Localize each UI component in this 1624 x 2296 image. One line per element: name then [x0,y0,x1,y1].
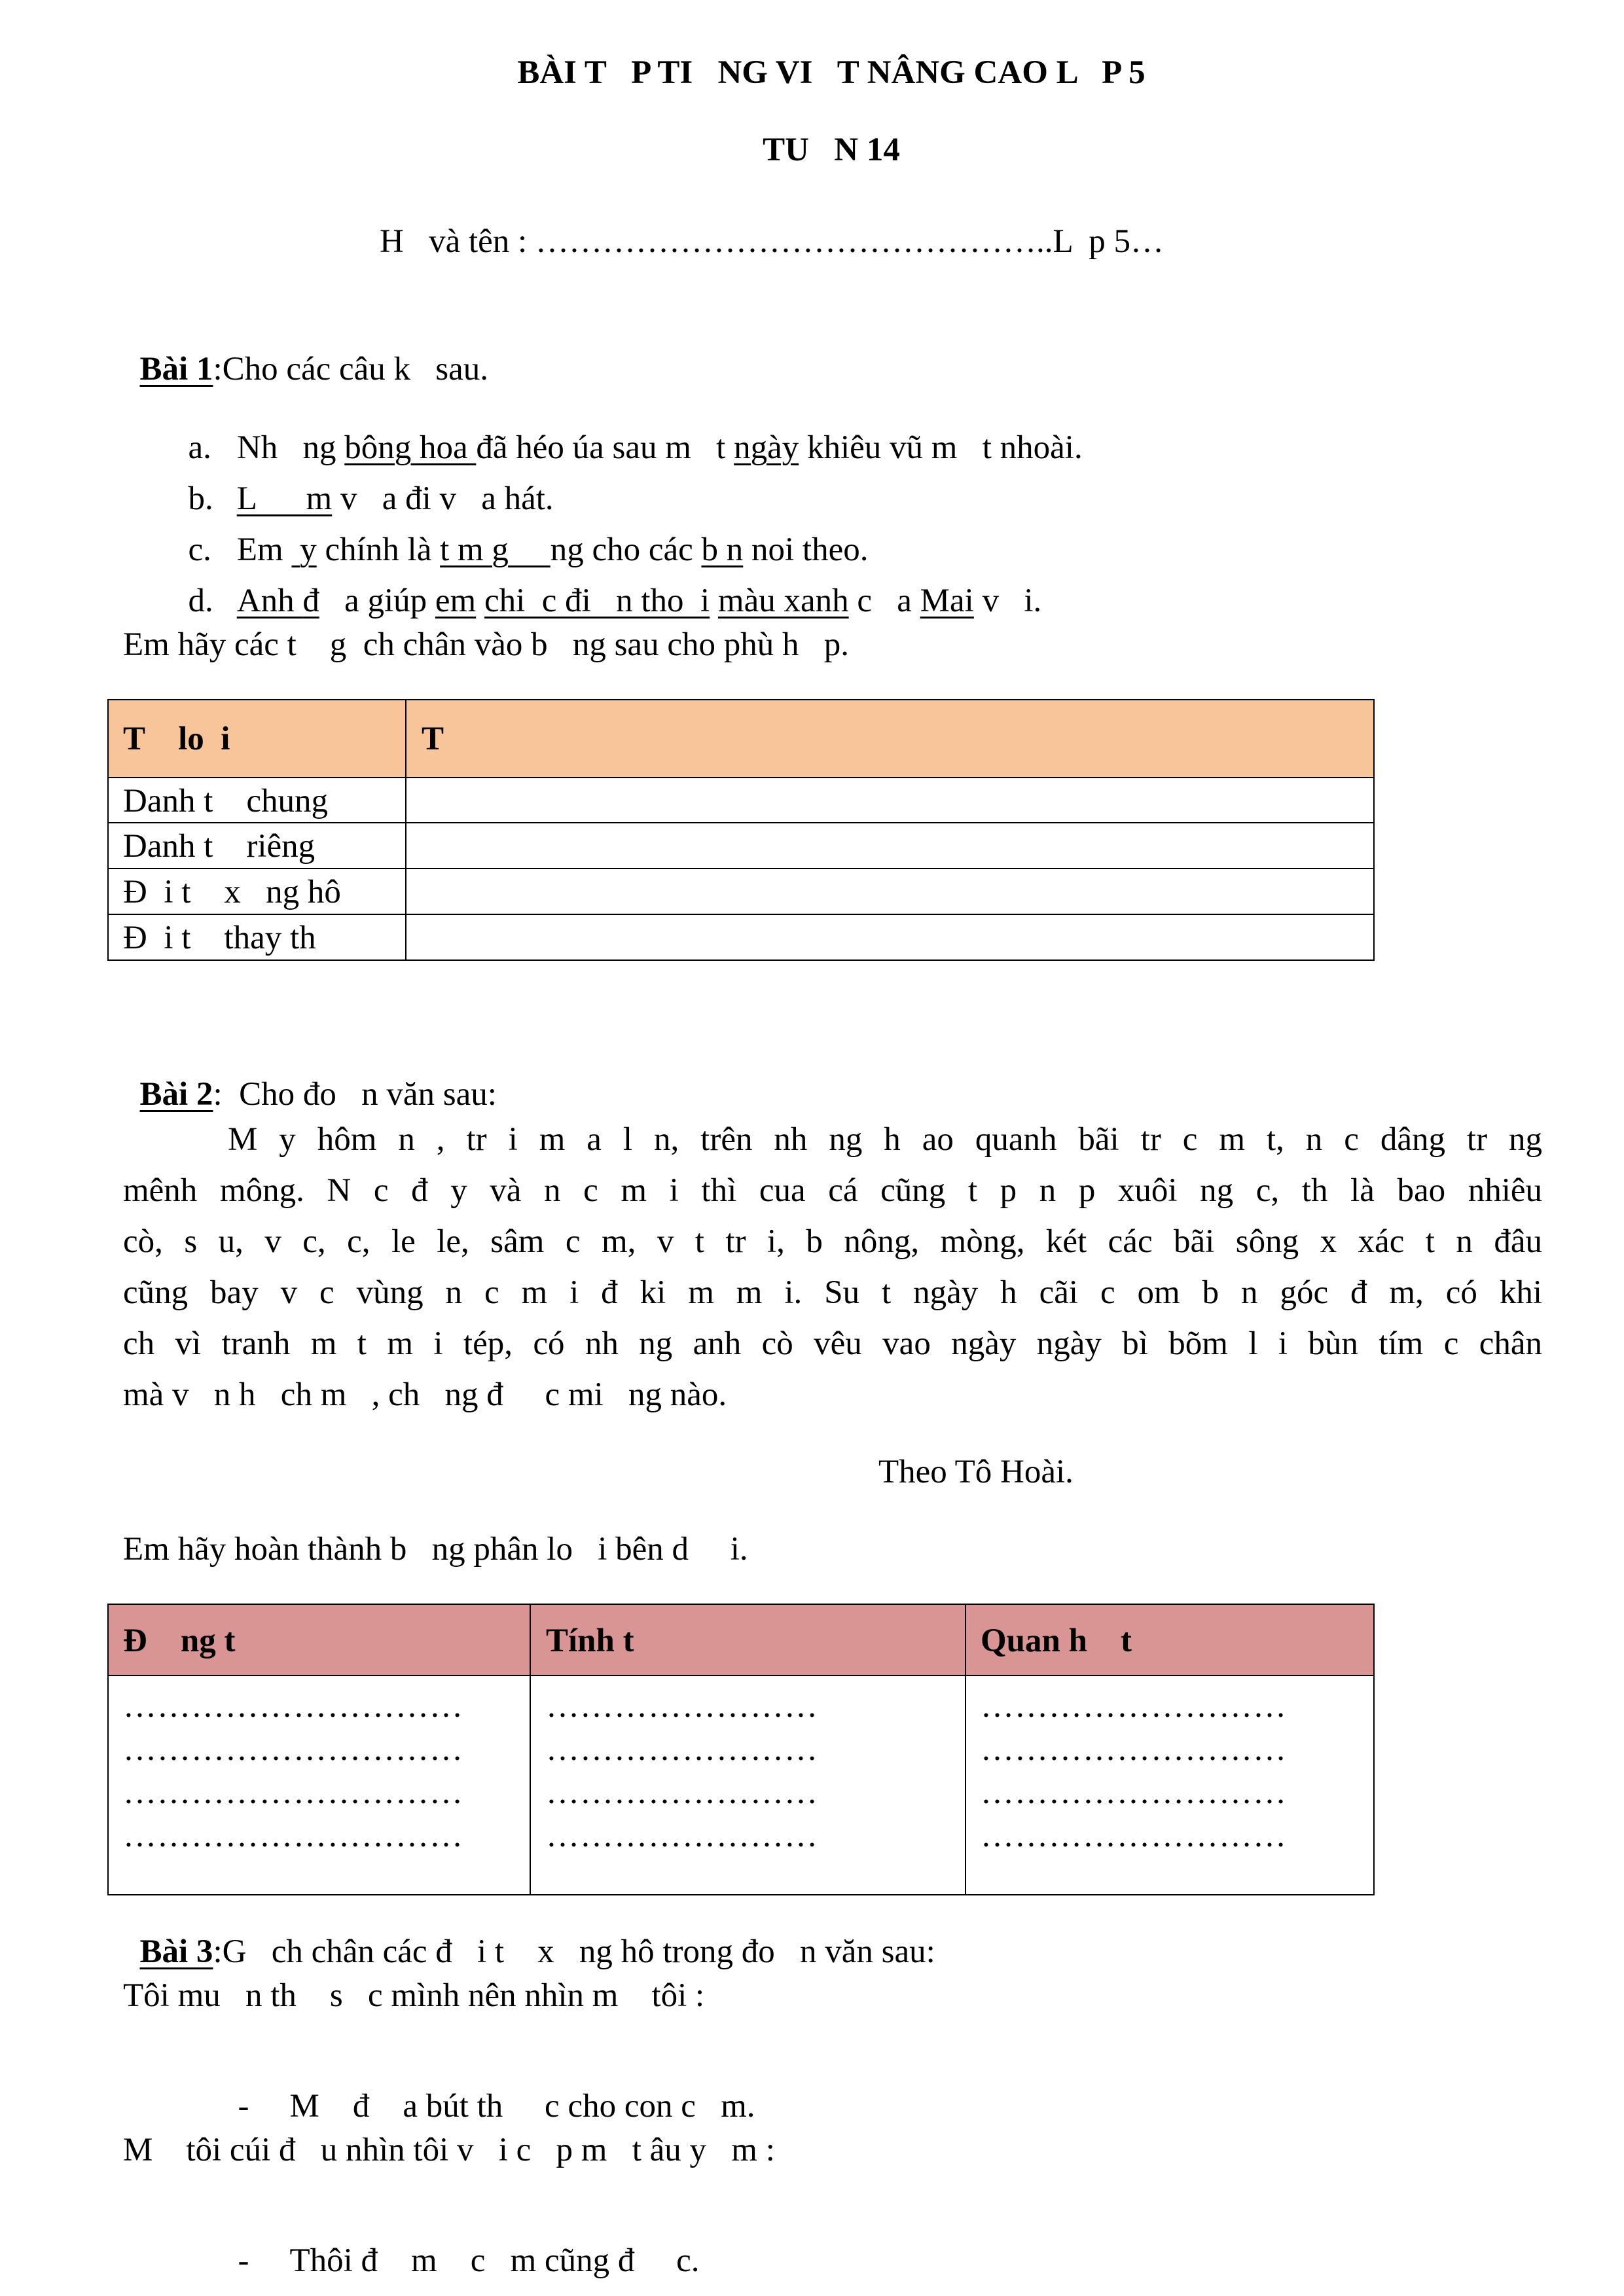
week-label: TU N 14 [763,132,900,168]
bai2-label: Bài 2 [139,1076,213,1113]
sentence-underlined: chi c đi n tho i [484,583,710,619]
sentence-text [476,583,484,619]
passage-line: cò, s u, v c, c, le le, sâm c m, v t tr i, b nông, mòng, két các bãi sông x xác t n đâu [123,1223,1542,1260]
sentence-underlined: ngày [734,429,799,466]
table-header-words: T [422,721,444,757]
table-row-label: Danh t chung [123,783,329,819]
sentence-text: Nh ng [236,429,345,466]
bai3-line: Tôi mu n th s c mình nên nhìn m tôi : [123,1977,705,2014]
bai1-label: Bài 1 [139,351,213,387]
page-title: BÀI T P TI NG VI T NÂNG CAO L P 5 [517,54,1146,91]
bai2-task: Em hãy hoàn thành b ng phân lo i bên d i. [123,1531,748,1568]
sentence-underlined: y [300,531,317,568]
sentence-text: v a đi v a hát. [332,480,554,517]
sentence-text: v i. [973,583,1042,619]
sentence-text: chính là [316,531,441,568]
sentence-underlined: Mai [920,583,974,619]
sentence-underlined: Anh đ [236,583,319,619]
answer-dots-verb[interactable]: ………………………… ………………………… ………………………… ………………………… [123,1688,463,1854]
sentence-text: c a [848,583,920,619]
sentence-text: ng cho các [550,531,702,568]
bai3-dialogue-line [221,2056,755,2123]
sentence-underlined: t m g [440,531,509,568]
sentence-underlined: màu xanh [717,583,849,619]
passage-line: mà v n h ch m , ch ng đ c mi ng nào. [123,1376,727,1413]
passage-line: mênh mông. N c đ y và n c m i thì cua cá cũng t p n p xuôi ng c, th là bao nhiêu [123,1172,1542,1209]
sentence-marker: b. [188,480,213,517]
sentence-text: Em [236,531,292,568]
bai1-instruction: :Cho các câu k sau. [213,351,489,387]
bai3-dialogue-line [221,2211,700,2278]
sentence-text: đã héo úa sau m t [476,429,734,466]
sentence-text: a giúp [319,583,435,619]
sentence-underlined: b n [701,531,744,568]
bai2-instruction: : Cho đo n văn sau: [213,1076,497,1113]
answer-dots-conjunction[interactable]: ……………………… ……………………… ……………………… ……………………… [981,1688,1287,1854]
sentence-marker: d. [188,583,213,619]
sentence-marker: c. [188,531,211,568]
sentence-text [710,583,718,619]
table-row-label: Đ i t x ng hô [123,874,341,910]
passage-line: cũng bay v c vùng n c m i đ ki m m i. Su t ngày h cãi c om b n góc đ m, có khi [123,1274,1542,1311]
table-header-conjunction: Quan h t [981,1623,1132,1659]
table-header-adjective: Tính t [546,1623,634,1659]
table-row-label: Danh t riêng [123,828,316,865]
passage-line: M y hôm n , tr i m a l n, trên nh ng h ao quanh bãi tr c m t, n c dâng tr ng [228,1121,1542,1158]
dash: - [238,2242,249,2279]
bai2-heading [123,1045,497,1111]
sentence-underlined: bông hoa [344,429,477,466]
answer-dots-adjective[interactable]: …………………… …………………… …………………… …………………… [546,1688,818,1854]
dash: - [238,2088,249,2125]
dialogue-text: M đ a bút th c cho con c m. [289,2088,755,2125]
bai3-label: Bài 3 [139,1933,213,1970]
sentence-underlined: em [435,583,477,619]
sentence-underlined: L m [236,480,333,517]
dialogue-text: Thôi đ m c m cũng đ c. [289,2242,700,2279]
table-row-label: Đ i t thay th [123,920,316,956]
bai3-instruction: :G ch chân các đ i t x ng hô trong đo n văn sau: [213,1933,935,1970]
sentence-text: khiêu vũ m t nhoài. [799,429,1083,466]
passage-source: Theo Tô Hoài. [878,1454,1074,1490]
bai1-heading [123,319,488,386]
bai1-task: Em hãy các t g ch chân vào b ng sau cho phù h p. [123,626,849,663]
bai3-heading [123,1902,935,1969]
table-header-word-type: T lo i [123,721,230,757]
passage-line: ch vì tranh m t m i tép, có nh ng anh cò vêu vao ngày ngày bì bõm l i bùn tím c chân [123,1325,1542,1362]
table-header-verb: Đ ng t [123,1623,236,1659]
bai3-line: M tôi cúi đ u nhìn tôi v i c p m t âu y m : [123,2132,775,2168]
sentence-d [171,551,1041,618]
sentence-marker: a. [188,429,211,466]
student-name-line: H và tên : ………………………………………..L p 5… [380,223,1164,260]
sentence-text: noi theo. [743,531,869,568]
